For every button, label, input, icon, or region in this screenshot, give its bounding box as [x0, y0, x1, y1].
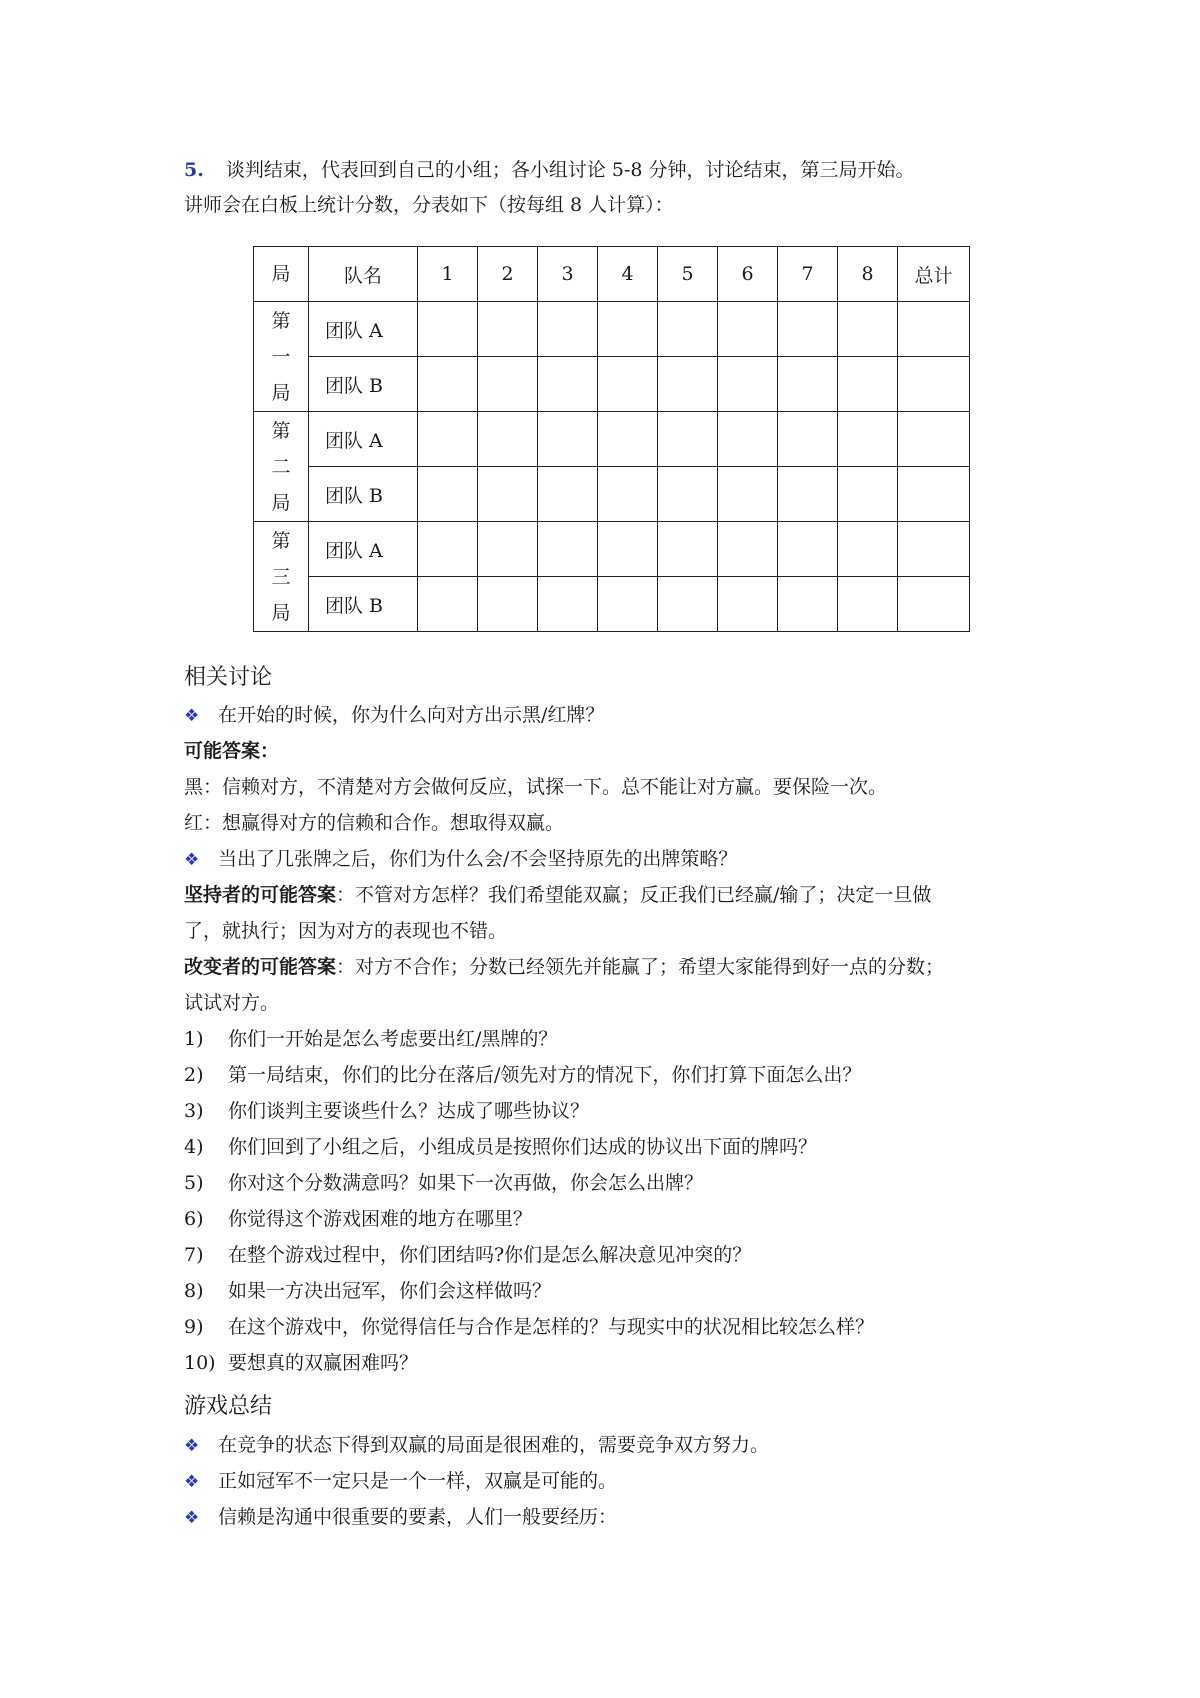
- list-item: [184, 1134, 1040, 1160]
- table-row: [254, 577, 970, 632]
- keeper-answer-line-1: [184, 882, 1040, 908]
- total-cell: [898, 577, 970, 632]
- score-cell: [538, 577, 598, 632]
- list-text: 要想真的双赢困难吗？: [228, 1352, 419, 1374]
- score-cell: [658, 522, 718, 577]
- summary-heading: 游戏总结: [184, 1394, 273, 1419]
- score-cell: [658, 577, 718, 632]
- list-text: 在整个游戏过程中，你们团结吗?你们是怎么解决意见冲突的？: [228, 1244, 752, 1266]
- round-3-label: [254, 522, 309, 632]
- keeper-text: ：不管对方怎样？我们希望能双赢；反正我们已经赢/输了；决定一旦做: [336, 884, 932, 906]
- list-number: 3): [184, 1100, 204, 1122]
- score-cell: [478, 412, 538, 467]
- list-item: [184, 1098, 1040, 1124]
- score-cell: [478, 522, 538, 577]
- header-4: 4: [598, 247, 658, 302]
- question-1: [184, 702, 1040, 729]
- changer-answer-line-1: [184, 954, 1040, 980]
- changer-text: ：对方不合作；分数已经领先并能赢了；希望大家能得到好一点的分数；: [336, 956, 945, 978]
- score-cell: [598, 302, 658, 357]
- list-number: 10): [184, 1352, 216, 1374]
- total-cell: [898, 522, 970, 577]
- round-1-label: [254, 302, 309, 412]
- score-cell: [718, 467, 778, 522]
- score-cell: [598, 357, 658, 412]
- list-item: [184, 1350, 1040, 1376]
- keeper-label: 坚持者的可能答案: [184, 884, 337, 906]
- score-cell: [538, 467, 598, 522]
- list-text: 你们回到了小组之后，小组成员是按照你们达成的协议出下面的牌吗？: [228, 1136, 818, 1158]
- header-3: 3: [538, 247, 598, 302]
- score-cell: [418, 467, 478, 522]
- question-text: 当出了几张牌之后，你们为什么会/不会坚持原先的出牌策略？: [218, 848, 738, 870]
- score-cell: [718, 302, 778, 357]
- header-8: 8: [838, 247, 898, 302]
- step-number: 5.: [184, 159, 204, 181]
- score-cell: [778, 302, 838, 357]
- score-cell: [418, 412, 478, 467]
- list-text: 在这个游戏中，你觉得信任与合作是怎样的？与现实中的状况相比较怎么样？: [228, 1316, 875, 1338]
- round-char: 局: [271, 491, 291, 514]
- discussion-heading: 相关讨论: [184, 665, 273, 690]
- list-text: 如果一方决出冠军，你们会这样做吗？: [228, 1280, 552, 1302]
- score-cell: [718, 522, 778, 577]
- score-cell: [778, 412, 838, 467]
- table-row: [254, 467, 970, 522]
- bullet-icon: ❖: [184, 1508, 200, 1528]
- list-item: [184, 1062, 1040, 1088]
- step-5-line: [184, 157, 1040, 183]
- list-number: 9): [184, 1316, 204, 1338]
- header-1: 1: [418, 247, 478, 302]
- header-round: 局: [254, 247, 309, 302]
- total-cell: [898, 357, 970, 412]
- list-item: [184, 1026, 1040, 1052]
- round-char: 局: [271, 381, 291, 404]
- keeper-answer-line-2: 了，就执行；因为对方的表现也不错。: [184, 920, 508, 942]
- header-team: 队名: [309, 247, 418, 302]
- score-cell: [718, 577, 778, 632]
- summary-item: [184, 1468, 1040, 1495]
- score-cell: [778, 467, 838, 522]
- bullet-icon: ❖: [184, 1472, 200, 1492]
- score-cell: [598, 467, 658, 522]
- score-cell: [538, 357, 598, 412]
- score-table: [253, 246, 970, 632]
- score-cell: [538, 302, 598, 357]
- score-cell: [658, 302, 718, 357]
- round-char: 一: [271, 345, 291, 368]
- team-name-cell: 团队 B: [309, 467, 418, 522]
- score-table-header-row: [254, 247, 970, 302]
- score-cell: [478, 577, 538, 632]
- score-cell: [838, 412, 898, 467]
- score-cell: [418, 302, 478, 357]
- score-cell: [838, 357, 898, 412]
- score-cell: [838, 467, 898, 522]
- list-number: 4): [184, 1136, 204, 1158]
- summary-text: 信赖是沟通中很重要的要素，人们一般要经历：: [218, 1506, 618, 1528]
- header-2: 2: [478, 247, 538, 302]
- list-text: 第一局结束，你们的比分在落后/领先对方的情况下，你们打算下面怎么出？: [228, 1064, 862, 1086]
- header-7: 7: [778, 247, 838, 302]
- header-5: 5: [658, 247, 718, 302]
- list-number: 5): [184, 1172, 204, 1194]
- score-cell: [598, 577, 658, 632]
- table-row: [254, 357, 970, 412]
- summary-text: 正如冠军不一定只是一个一样，双赢是可能的。: [218, 1470, 618, 1492]
- table-caption: 讲师会在白板上统计分数，分表如下（按每组 8 人计算）：: [184, 194, 674, 216]
- possible-answers-label: 可能答案：: [184, 740, 280, 762]
- table-row: [254, 522, 970, 577]
- list-item: [184, 1170, 1040, 1196]
- summary-text: 在竞争的状态下得到双赢的局面是很困难的，需要竞争双方努力。: [218, 1434, 770, 1456]
- summary-item: [184, 1504, 1040, 1531]
- list-item: [184, 1314, 1040, 1340]
- list-number: 8): [184, 1280, 204, 1302]
- team-name-cell: 团队 B: [309, 357, 418, 412]
- round-char: 第: [271, 529, 291, 552]
- score-cell: [838, 522, 898, 577]
- round-char: 第: [271, 419, 291, 442]
- score-cell: [418, 577, 478, 632]
- list-item: [184, 1242, 1040, 1268]
- score-cell: [778, 522, 838, 577]
- round-2-label: [254, 412, 309, 522]
- total-cell: [898, 412, 970, 467]
- team-name-cell: 团队 A: [309, 522, 418, 577]
- changer-label: 改变者的可能答案: [184, 956, 337, 978]
- answer-black: 黑：信赖对方，不清楚对方会做何反应，试探一下。总不能让对方赢。要保险一次。: [184, 776, 888, 798]
- score-cell: [718, 412, 778, 467]
- bullet-icon: ❖: [184, 706, 200, 726]
- list-number: 1): [184, 1028, 204, 1050]
- bullet-icon: ❖: [184, 850, 200, 870]
- table-row: [254, 302, 970, 357]
- list-text: 你们一开始是怎么考虑要出红/黑牌的？: [228, 1028, 558, 1050]
- score-cell: [478, 357, 538, 412]
- question-2: [184, 846, 1040, 873]
- changer-answer-line-2: 试试对方。: [184, 992, 280, 1014]
- round-char: 二: [271, 455, 291, 478]
- list-item: [184, 1206, 1040, 1232]
- summary-item: [184, 1432, 1040, 1459]
- round-char: 局: [271, 601, 291, 624]
- score-cell: [478, 302, 538, 357]
- table-row: [254, 412, 970, 467]
- list-text: 你们谈判主要谈些什么？达成了哪些协议？: [228, 1100, 590, 1122]
- total-cell: [898, 302, 970, 357]
- score-cell: [538, 522, 598, 577]
- score-cell: [658, 357, 718, 412]
- score-cell: [418, 522, 478, 577]
- score-cell: [658, 467, 718, 522]
- header-total: 总计: [898, 247, 970, 302]
- answer-red: 红：想赢得对方的信赖和合作。想取得双赢。: [184, 812, 565, 834]
- round-char: 三: [271, 565, 291, 588]
- list-item: [184, 1278, 1040, 1304]
- step-text: 谈判结束，代表回到自己的小组；各小组讨论 5-8 分钟，讨论结束，第三局开始。: [225, 159, 915, 181]
- team-name-cell: 团队 A: [309, 412, 418, 467]
- list-number: 6): [184, 1208, 204, 1230]
- score-cell: [778, 357, 838, 412]
- team-name-cell: 团队 B: [309, 577, 418, 632]
- list-number: 2): [184, 1064, 204, 1086]
- question-text: 在开始的时候，你为什么向对方出示黑/红牌？: [218, 704, 605, 726]
- total-cell: [898, 467, 970, 522]
- score-cell: [598, 412, 658, 467]
- score-cell: [658, 412, 718, 467]
- list-text: 你觉得这个游戏困难的地方在哪里？: [228, 1208, 533, 1230]
- score-cell: [838, 577, 898, 632]
- bullet-icon: ❖: [184, 1436, 200, 1456]
- score-cell: [478, 467, 538, 522]
- score-cell: [538, 412, 598, 467]
- score-cell: [838, 302, 898, 357]
- team-name-cell: 团队 A: [309, 302, 418, 357]
- header-6: 6: [718, 247, 778, 302]
- round-char: 第: [271, 309, 291, 332]
- list-text: 你对这个分数满意吗？如果下一次再做，你会怎么出牌？: [228, 1172, 704, 1194]
- score-cell: [778, 577, 838, 632]
- score-cell: [418, 357, 478, 412]
- score-cell: [718, 357, 778, 412]
- list-number: 7): [184, 1244, 204, 1266]
- score-cell: [598, 522, 658, 577]
